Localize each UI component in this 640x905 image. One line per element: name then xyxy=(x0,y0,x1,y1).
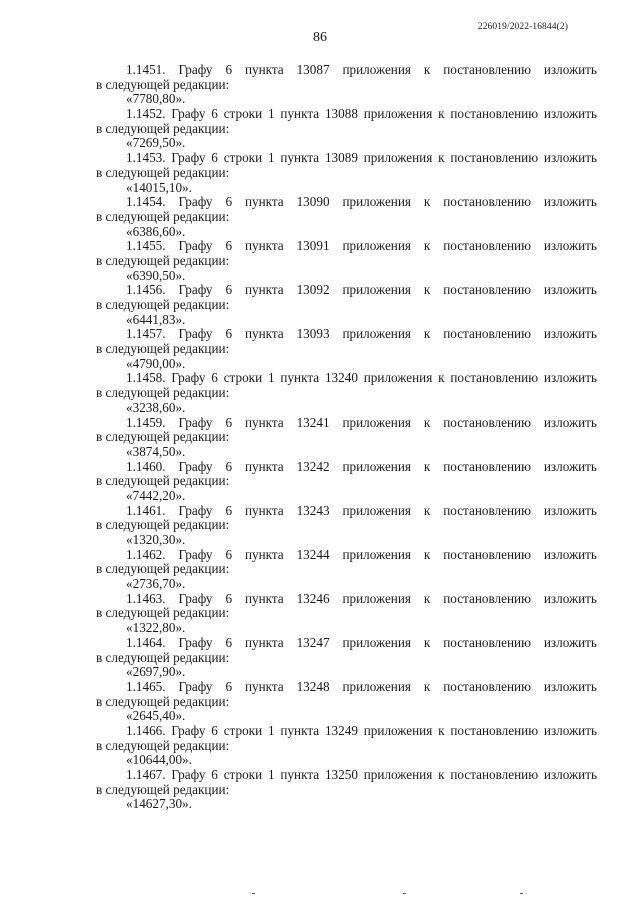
item-word: постановлению xyxy=(443,634,531,650)
item-continuation: в следующей редакции: xyxy=(96,297,230,312)
item-word: пункта xyxy=(244,458,284,474)
item-word: 1 xyxy=(267,106,275,122)
item-word: 1.1452. xyxy=(126,106,166,122)
item-first-line xyxy=(96,371,597,386)
item-word: изложить xyxy=(543,370,597,386)
item-word: приложения xyxy=(342,590,411,606)
scan-footer-marks xyxy=(0,893,640,897)
item-first-line xyxy=(96,63,597,78)
item-word: пункта xyxy=(244,414,284,430)
item-word: 1.1464. xyxy=(126,634,166,650)
item-word: 1.1461. xyxy=(126,502,166,518)
item-word: 1.1465. xyxy=(126,678,166,694)
page-number: 86 xyxy=(313,30,327,45)
item-first-line xyxy=(96,680,597,695)
item-word: изложить xyxy=(543,238,597,254)
item-word: приложения xyxy=(342,458,411,474)
list-item xyxy=(96,548,597,592)
item-first-line xyxy=(96,504,597,519)
item-word: 1.1455. xyxy=(126,238,166,254)
item-first-line xyxy=(96,107,597,122)
item-value: «6386,60». xyxy=(126,223,186,239)
list-item xyxy=(96,371,597,415)
item-continuation: в следующей редакции: xyxy=(96,781,230,797)
list-item xyxy=(96,416,597,460)
item-word: изложить xyxy=(543,546,597,562)
item-word: 6 xyxy=(225,282,233,298)
item-word: 13249 xyxy=(324,722,358,738)
item-word: постановлению xyxy=(443,458,531,474)
item-word: 1.1453. xyxy=(126,150,166,166)
item-word: приложения xyxy=(342,282,411,298)
list-item xyxy=(96,195,597,239)
item-word: приложения xyxy=(342,194,411,210)
item-word: постановлению xyxy=(450,150,539,166)
item-word: пункта xyxy=(244,62,284,77)
item-word: Графу xyxy=(178,282,213,298)
item-continuation: в следующей редакции: xyxy=(96,649,230,665)
item-word: постановлению xyxy=(450,722,539,738)
item-word: постановлению xyxy=(443,590,531,606)
list-item xyxy=(96,283,597,327)
item-word: 1.1451. xyxy=(126,62,166,77)
item-word: пункта xyxy=(280,767,320,782)
item-word: 6 xyxy=(225,502,233,518)
item-word: изложить xyxy=(543,194,597,210)
item-continuation: в следующей редакции: xyxy=(96,473,230,489)
item-continuation: в следующей редакции: xyxy=(96,164,230,180)
item-word: Графу xyxy=(171,150,206,166)
item-word: 13244 xyxy=(296,546,330,562)
item-word: 13243 xyxy=(296,502,330,518)
list-item xyxy=(96,680,597,724)
item-word: 1.1458. xyxy=(126,370,166,386)
item-word: постановлению xyxy=(443,326,531,342)
item-continuation: в следующей редакции: xyxy=(96,120,230,136)
item-word: постановлению xyxy=(443,238,531,254)
item-value: «6441,83». xyxy=(126,311,186,327)
item-word: постановлению xyxy=(450,106,539,122)
item-word: 6 xyxy=(225,590,233,606)
item-continuation: в следующей редакции: xyxy=(96,429,230,445)
item-word: к xyxy=(423,458,431,474)
item-continuation: в следующей редакции: xyxy=(96,76,230,92)
item-word: постановлению xyxy=(450,370,539,386)
item-word: 6 xyxy=(225,458,233,474)
item-value: «6390,50». xyxy=(126,267,186,283)
item-first-line xyxy=(96,636,597,651)
item-word: Графу xyxy=(178,546,213,562)
item-word: приложения xyxy=(363,722,433,738)
item-word: 1 xyxy=(267,767,275,782)
item-word: 1 xyxy=(267,370,275,386)
item-word: 1.1456. xyxy=(126,282,166,298)
item-word: 13248 xyxy=(296,678,330,694)
item-word: 1.1457. xyxy=(126,326,166,342)
item-word: постановлению xyxy=(450,767,539,782)
item-word: приложения xyxy=(363,767,433,782)
item-word: к xyxy=(423,282,431,298)
item-word: 1.1459. xyxy=(126,414,166,430)
item-value: «4790,00». xyxy=(126,355,186,371)
item-word: 13240 xyxy=(324,370,358,386)
item-word: приложения xyxy=(363,370,433,386)
list-item xyxy=(96,724,597,768)
item-word: изложить xyxy=(543,634,597,650)
item-word: 6 xyxy=(225,634,233,650)
item-word: 6 xyxy=(225,326,233,342)
item-continuation: в следующей редакции: xyxy=(96,208,230,224)
item-value: «2645,40». xyxy=(126,708,186,724)
item-word: постановлению xyxy=(443,546,531,562)
item-word: строки xyxy=(223,370,263,386)
item-word: 1.1467. xyxy=(126,767,166,782)
item-word: Графу xyxy=(178,62,213,77)
item-word: 13090 xyxy=(296,194,330,210)
list-item xyxy=(96,239,597,283)
item-word: строки xyxy=(223,767,263,782)
item-word: 6 xyxy=(225,238,233,254)
item-word: изложить xyxy=(543,414,597,430)
item-word: к xyxy=(423,546,431,562)
item-word: изложить xyxy=(543,458,597,474)
item-word: к xyxy=(423,414,431,430)
item-value: «7442,20». xyxy=(126,487,186,503)
item-word: 1.1454. xyxy=(126,194,166,210)
item-word: к xyxy=(423,634,431,650)
item-word: Графу xyxy=(171,370,206,386)
item-continuation: в следующей редакции: xyxy=(96,252,230,268)
item-word: к xyxy=(438,150,445,166)
item-word: 6 xyxy=(211,722,218,738)
item-value: «3238,60». xyxy=(126,399,186,415)
item-word: к xyxy=(438,722,445,738)
item-word: 13088 xyxy=(324,106,358,122)
item-word: 6 xyxy=(225,678,233,694)
item-word: 13091 xyxy=(296,238,330,254)
item-word: к xyxy=(423,502,431,518)
item-word: Графу xyxy=(178,458,213,474)
item-word: Графу xyxy=(178,678,213,694)
item-word: Графу xyxy=(178,238,213,254)
item-continuation: в следующей редакции: xyxy=(96,517,230,533)
item-first-line xyxy=(96,768,597,783)
item-first-line xyxy=(96,592,597,607)
item-word: 6 xyxy=(211,767,218,782)
item-word: 6 xyxy=(225,546,233,562)
item-word: 13093 xyxy=(296,326,330,342)
item-word: 6 xyxy=(211,150,218,166)
item-word: изложить xyxy=(543,502,597,518)
item-value: «7780,80». xyxy=(126,91,186,107)
item-value: «1320,30». xyxy=(126,532,186,547)
item-word: Графу xyxy=(178,326,213,342)
item-word: пункта xyxy=(244,546,284,562)
item-word: пункта xyxy=(244,502,284,518)
item-first-line xyxy=(96,724,597,739)
item-word: Графу xyxy=(171,767,206,782)
item-word: постановлению xyxy=(443,194,531,210)
item-value: «14015,10». xyxy=(126,179,192,195)
list-item xyxy=(96,768,597,812)
item-word: к xyxy=(423,326,431,342)
item-word: 1.1462. xyxy=(126,546,166,562)
item-continuation: в следующей редакции: xyxy=(96,605,230,621)
item-word: изложить xyxy=(543,150,597,166)
item-word: к xyxy=(438,767,445,782)
item-word: пункта xyxy=(280,370,320,386)
item-first-line xyxy=(96,548,597,563)
item-word: пункта xyxy=(244,326,284,342)
item-word: 1 xyxy=(267,150,275,166)
item-word: 6 xyxy=(225,62,233,77)
item-word: пункта xyxy=(244,194,284,210)
item-word: к xyxy=(438,106,445,122)
item-word: строки xyxy=(223,150,263,166)
item-word: пункта xyxy=(280,106,320,122)
item-word: 1.1466. xyxy=(126,722,166,738)
item-word: изложить xyxy=(543,722,597,738)
item-word: приложения xyxy=(342,546,411,562)
item-value: «7269,50». xyxy=(126,135,186,151)
item-word: Графу xyxy=(171,106,206,122)
list-item xyxy=(96,63,597,107)
item-word: 13092 xyxy=(296,282,330,298)
item-word: к xyxy=(438,370,445,386)
item-word: строки xyxy=(223,106,263,122)
item-word: 13242 xyxy=(296,458,330,474)
item-word: к xyxy=(423,678,431,694)
item-word: приложения xyxy=(342,62,411,77)
list-item xyxy=(96,636,597,680)
item-word: строки xyxy=(223,722,263,738)
list-item xyxy=(96,327,597,371)
item-word: пункта xyxy=(280,150,320,166)
item-word: 13247 xyxy=(296,634,330,650)
document-id: 226019/2022-16844(2) xyxy=(477,22,568,32)
item-word: к xyxy=(423,238,431,254)
item-word: постановлению xyxy=(443,414,531,430)
item-word: постановлению xyxy=(443,282,531,298)
item-first-line xyxy=(96,195,597,210)
list-item xyxy=(96,151,597,195)
item-first-line xyxy=(96,151,597,166)
item-first-line xyxy=(96,416,597,431)
item-word: приложения xyxy=(363,150,433,166)
item-word: изложить xyxy=(543,678,597,694)
item-word: приложения xyxy=(363,106,433,122)
item-value: «3874,50». xyxy=(126,443,186,459)
item-word: постановлению xyxy=(443,678,531,694)
item-word: 6 xyxy=(211,370,218,386)
item-value: «1322,80». xyxy=(126,620,186,636)
item-word: приложения xyxy=(342,414,411,430)
item-word: к xyxy=(423,590,431,606)
item-word: приложения xyxy=(342,634,411,650)
item-word: пункта xyxy=(244,238,284,254)
item-value: «2736,70». xyxy=(126,576,186,592)
item-word: постановлению xyxy=(443,502,531,518)
item-word: 6 xyxy=(211,106,218,122)
item-word: Графу xyxy=(178,194,213,210)
list-item xyxy=(96,592,597,636)
item-list xyxy=(96,63,597,812)
item-word: 13089 xyxy=(324,150,358,166)
item-word: изложить xyxy=(543,767,597,782)
item-word: Графу xyxy=(171,722,206,738)
list-item xyxy=(96,460,597,504)
item-word: Графу xyxy=(178,414,213,430)
item-word: 6 xyxy=(225,194,233,210)
item-first-line xyxy=(96,460,597,475)
item-word: 13241 xyxy=(296,414,330,430)
item-word: изложить xyxy=(543,282,597,298)
list-item xyxy=(96,107,597,151)
item-word: пункта xyxy=(244,678,284,694)
item-word: приложения xyxy=(342,326,411,342)
item-continuation: в следующей редакции: xyxy=(96,561,230,577)
list-item xyxy=(96,504,597,548)
item-first-line xyxy=(96,239,597,254)
item-word: приложения xyxy=(342,678,411,694)
item-word: 13246 xyxy=(296,590,330,606)
item-word: 6 xyxy=(225,414,233,430)
item-word: Графу xyxy=(178,634,213,650)
item-first-line xyxy=(96,283,597,298)
item-word: приложения xyxy=(342,238,411,254)
item-continuation: в следующей редакции: xyxy=(96,737,230,753)
item-word: изложить xyxy=(543,590,597,606)
item-first-line xyxy=(96,327,597,342)
item-word: пункта xyxy=(244,282,284,298)
item-word: 1.1460. xyxy=(126,458,166,474)
item-word: 13087 xyxy=(296,62,330,77)
item-value: «14627,30». xyxy=(126,796,192,812)
item-value: «10644,00». xyxy=(126,752,192,768)
item-word: 1.1463. xyxy=(126,590,166,606)
item-word: к xyxy=(423,194,431,210)
item-value: «2697,90». xyxy=(126,664,186,680)
item-word: Графу xyxy=(178,590,213,606)
item-word: 1 xyxy=(267,722,275,738)
item-word: изложить xyxy=(543,62,597,77)
item-continuation: в следующей редакции: xyxy=(96,385,230,401)
item-word: 13250 xyxy=(324,767,358,782)
item-word: к xyxy=(423,62,431,77)
item-continuation: в следующей редакции: xyxy=(96,341,230,357)
item-word: приложения xyxy=(342,502,411,518)
item-word: изложить xyxy=(543,106,597,122)
item-word: пункта xyxy=(280,722,320,738)
item-word: Графу xyxy=(178,502,213,518)
item-word: изложить xyxy=(543,326,597,342)
item-word: постановлению xyxy=(443,62,531,77)
item-continuation: в следующей редакции: xyxy=(96,693,230,709)
item-word: пункта xyxy=(244,634,284,650)
item-word: пункта xyxy=(244,590,284,606)
